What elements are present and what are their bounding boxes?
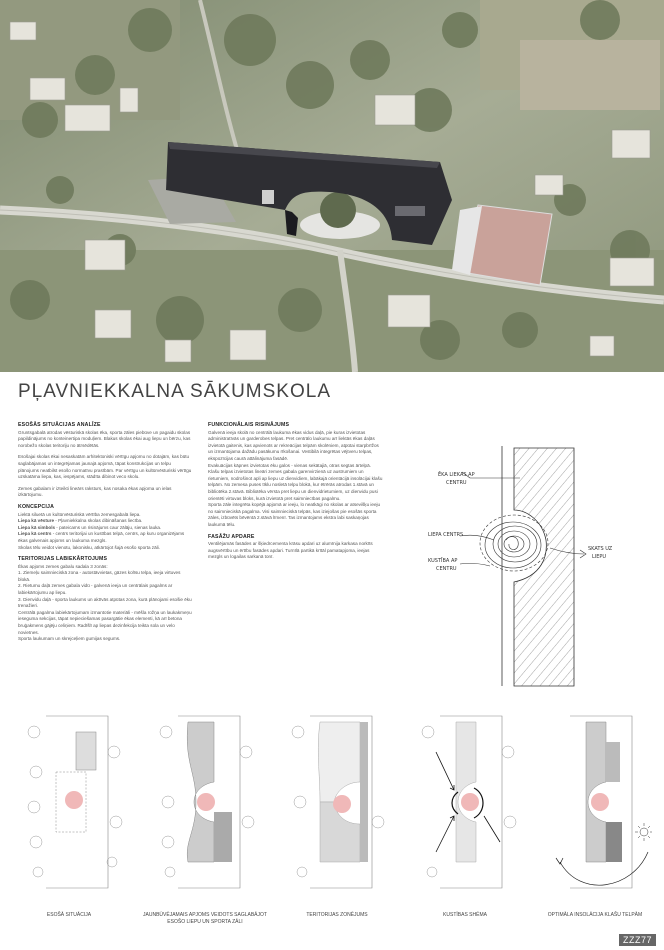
- page-title: PĻAVNIEKKALNA SĀKUMSKOLA: [18, 381, 331, 402]
- paragraph: Skolas tēlu veidot vienotu, lakonisku, atkārtojot šajā esošo sporta zāli.: [18, 544, 160, 550]
- sketch-label: CENTRU: [446, 480, 467, 486]
- paragraph: 3. Dienvidu daļā - sporta laukums un aktīvās atpūtas zona, kurā plānojami esošie ēku trenažieri.: [18, 596, 192, 609]
- sketch-label: ĒKA LIEKAS AP: [438, 472, 475, 478]
- diagram-existing-situation: [16, 712, 128, 890]
- diagram-caption: TERITORIJAS ZONĒJUMS: [306, 912, 368, 918]
- sun-icon: [635, 823, 652, 841]
- section-heading: KONCEPCIJA: [18, 503, 55, 510]
- concept-text: - pateicams un risinājums caur zālāju, sienas lauka.: [55, 524, 162, 530]
- diagram-movement: [410, 712, 522, 890]
- diagram-new-volume: [148, 712, 260, 890]
- sketch-label: LIEPA CENTRS: [428, 532, 464, 538]
- concept-sketch: [402, 436, 646, 690]
- concept-text: - Pļavniekkalna skolas dibināšanas liecība.: [54, 518, 143, 524]
- section-heading: FUNKCIONĀLAIS RISINĀJUMS: [208, 422, 290, 428]
- sketch-label: LIEPU: [592, 554, 607, 560]
- paragraph: Sporta zāle integrēta kopējā apjomā ar ieeju, lo neatkāgi no skolas ar atsevišķu ieeju no saimnieciskā pagalma. Visi saimnieciskā telpās, kas iziejošas pie esošās sporta zāles, izbūvēts bēvēntā 2.stāvā līmenī. Tas izmantojams ekstra labi saskaņojas laukumā tēlu.: [208, 502, 381, 527]
- paragraph: Sporta laukumam un skrejceļiem gumijas segums.: [18, 636, 121, 642]
- concept-term: Liepa kā simbols: [18, 524, 56, 530]
- concept-term: Liepa kā centrs: [18, 531, 52, 537]
- aerial-render-image: [0, 0, 664, 372]
- concept-term: Liepa kā vēsture: [18, 518, 55, 524]
- sketch-label: CENTRU: [436, 566, 457, 572]
- paragraph: Klašu telpas izvietotas lineāri zemes gabala garenvirzienā uz austrumiem un rietumiem, nodrošinot apli ap liepu uz dienvidiem, labākajā orientācijā insolācijai klašu telpām. No zemesa puses tīklu nosletā telpu blokā, kur ētrērās atrodas 1.stāvā un bibliotēka 2.stāvā. Bibliotēka vērsta pret liepu un dienvidrietumiem, uz dienvidu pusi orientēti virtuvas bloks, kurā izvietotā pret saimniecības pagalmu.: [208, 469, 383, 501]
- paragraph: Gruntsgabalā atrodas vēsturiskā skolas ēka, sporta zāles piebūve un pagaidu skolas papildinājums no konteinertipa moduļiem. Blakus skolas ēkai aug liepu un bērzu, kas norobežo skolas teritoriju no ātrsēdētās.: [18, 429, 191, 448]
- paragraph: Galvenā ieeja skolā no centrālā laukuma ēkas vidus daļā, pie kuras izvietotas administratīvās un garderobes telpas. Pret centrālo laukumu arī liektās ēkas daļās izvietotā gaitenis, kas apvienots ar rekreācijas telpām skolēniem, atpūtai starpbrīžos un izmantojama dažādu pasākumu rīkošanai. Vestibilā integrētas vējtveru telpas, ekspozīcijas caurā attālinājuma fasādē.: [208, 429, 379, 461]
- sketch-label: SKATS UZ: [588, 546, 613, 552]
- paragraph: Liektā siluetā un kultūrvēsturiskā vērtība zemesgabalā liepa.: [18, 511, 141, 517]
- concept-item: [18, 531, 193, 544]
- diagram-caption: ESOŠĀ SITUĀCIJA: [46, 912, 92, 918]
- diagram-insolation: [540, 712, 652, 890]
- section-heading: TERITORIJAS LABIEKĀRTOJUMS: [18, 556, 108, 563]
- diagram-caption: JAUNBŪVĒJAMAIS APJOMS VEIDOTS SAGLABĀJOT ESOŠO LIEPU UN SPORTA ZĀLI: [143, 912, 267, 925]
- paragraph: Esošajai skolas ēkai nesaskatām arhitektoniski vērtīgu apjomu no dotajām, kas būtu saglabājamas un integrējamas jaunajā apjomā, tāpat konstrukcijas un telpu plānojums neatbilst esošo normatīvu prasībām. Par vērtīgu un kultūrvēsturiski vērtīgu uzskatāma liepa, kas, iespējams, stādīta dibinot veco skolu.: [18, 454, 192, 480]
- diagram-caption: OPTIMĀLA INSOLĀCIJA KLAŠU TELPĀM: [547, 912, 643, 918]
- paragraph: Zemes gabalam ir izteikti lineārs raksturs, kas nosaka ēkas apjoma un ielas izkārtojumu.: [18, 485, 172, 498]
- section-heading: FASĀŽU APDARE: [208, 533, 255, 540]
- diagram-caption: KUSTĪBAS SHĒMA: [443, 912, 487, 918]
- paragraph: Centrālā pagalma labiekārtojumam izmantotie materiāli - mēšla rožņa un laukakmeņu ieseguma sekcijas, tāpat nepieciešamas pasargātie ēkas elementi, kā arī betona bruģakmens gājēju celiņiem. Radīšlī ap liepas dezinfekcija teikta sola un velo novietnes.: [18, 609, 192, 635]
- text-column-middle: [208, 422, 383, 566]
- concept-item: [18, 518, 193, 525]
- page-number: ZZZ77: [619, 934, 656, 946]
- paragraph: Ēkas apjoms zemes gabalu sadala 3 zonās:: [18, 563, 108, 569]
- paragraph: 1. Ziemeļu saimnieciskā zona - autostāvvietas, gāzes kolīsu telpa, ieeja virtuves blokā.: [18, 570, 181, 582]
- concept-item: [18, 525, 193, 532]
- diagram-zoning: [280, 712, 392, 890]
- concept-text: - centrs teritorijai un kustības telpā, centrs, ap kuru organizējams ēkas galvenais apjoms un laukuma mezgls.: [18, 531, 185, 543]
- paragraph: Ventilējamās fasādes ar šķiedrcementa krāsu apdari uz alumīnija karkasa norkīts augsvērtību un ērtību fasādes apdari. Turnīlā partikā krītāl pamatapjoma, ieejas mezgls un logailas sarkanā tonī.: [208, 541, 373, 560]
- paragraph: Evakuācijas kāpnes izvietotas ēku galos - vienas sekātajiā, otras segtas ārtelpā.: [208, 462, 371, 468]
- section-heading: ESOŠĀS SITUĀCIJAS ANALĪZE: [18, 422, 101, 428]
- text-column-left: [18, 422, 193, 643]
- paragraph: 2. Rietumu daļā zemes gabala vidū - galvenā ieeja un centrālais pagalms ar labiekārtojumu ap liepu.: [18, 583, 173, 596]
- sketch-label: KUSTĪBA AP: [428, 558, 458, 564]
- aerial-render: [0, 0, 664, 372]
